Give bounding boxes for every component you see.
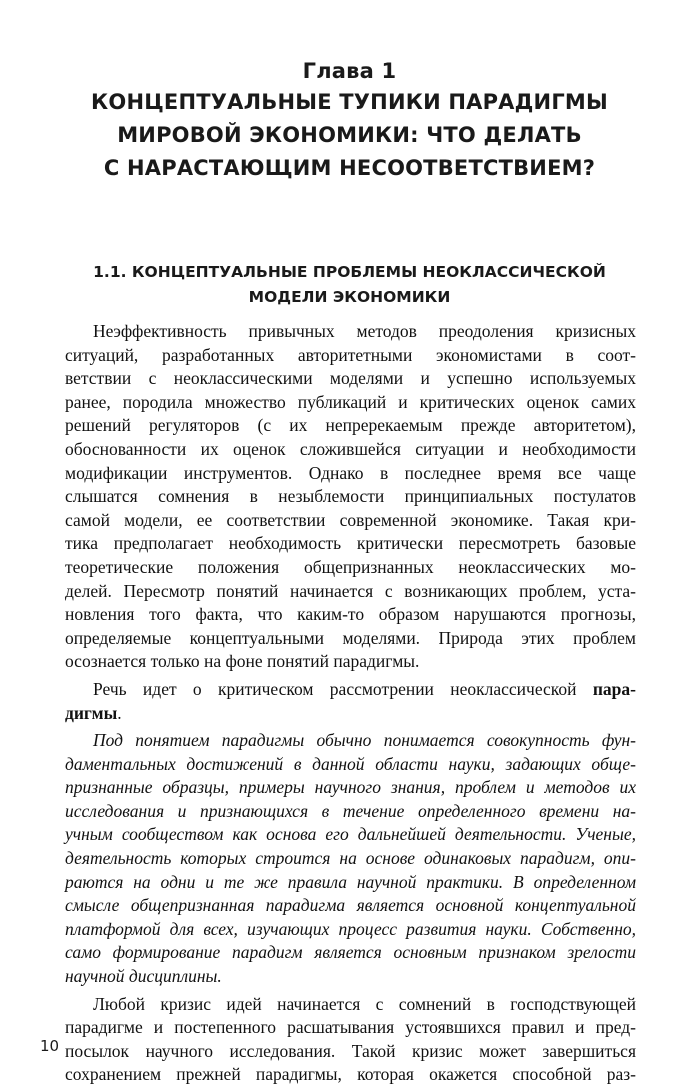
body-text xyxy=(65,320,636,1087)
text-line: Любой кризис идей начинается с сомнений в господствующей xyxy=(93,993,636,1014)
text-segment: Речь идет о критическом рассмотрении неоклассической xyxy=(93,678,593,699)
text-line: обоснованности их оценок сложившейся ситуации и необходимости xyxy=(65,438,636,459)
text-segment: . xyxy=(117,702,122,723)
paragraph-1 xyxy=(65,320,636,674)
section-title-line: 1.1. КОНЦЕПТУАЛЬНЫЕ ПРОБЛЕМЫ НЕОКЛАССИЧЕСКОЙ xyxy=(93,263,606,281)
text-line: деятельность которых строится на основе одинаковых парадигм, опи- xyxy=(65,848,636,869)
section-heading xyxy=(60,260,639,310)
chapter-title xyxy=(40,86,659,185)
text-line: учным сообществом как основа его дальнейшей деятельности. Ученые, xyxy=(65,824,636,845)
text-line xyxy=(65,702,636,726)
text-line: сохранением прежней парадигмы, которая окажется способной раз- xyxy=(65,1064,636,1085)
text-line: смысле общепризнанная парадигма является основной концептуальной xyxy=(65,895,636,916)
text-line: ранее, породила множество публикаций и критических оценок самих xyxy=(65,391,636,412)
text-line: решений регуляторов (с их непререкаемым прежде авторитетом), xyxy=(65,415,636,436)
paragraph-2 xyxy=(65,678,636,725)
text-line: раются на одни и те же правила научной практики. В определенном xyxy=(65,871,636,892)
text-line: даментальных достижений в данной области науки, задающих обще- xyxy=(65,753,636,774)
chapter-title-line: КОНЦЕПТУАЛЬНЫЕ ТУПИКИ ПАРАДИГМЫ xyxy=(91,90,608,114)
text-line: платформой для всех, изучающих процесс развития науки. Собственно, xyxy=(65,918,636,939)
text-line: научной дисциплины. xyxy=(65,966,222,987)
chapter-title-line: С НАРАСТАЮЩИМ НЕСООТВЕТСТВИЕМ? xyxy=(103,156,596,180)
bold-term: дигмы xyxy=(65,702,118,723)
page-number: 10 xyxy=(40,1037,60,1055)
text-line: делей. Пересмотр понятий начинается с возникающих проблем, уста- xyxy=(65,580,636,601)
chapter-title-line: МИРОВОЙ ЭКОНОМИКИ: ЧТО ДЕЛАТЬ xyxy=(117,123,582,147)
text-line: само формирование парадигм является основным признаком зрелости xyxy=(65,942,636,963)
text-line: определяемые концептуальными моделями. Природа этих проблем xyxy=(65,627,636,648)
text-line: посылок научного исследования. Такой кризис может завершиться xyxy=(65,1040,636,1061)
text-line: осознается только на фоне понятий парадигмы. xyxy=(65,651,420,672)
paragraph-4 xyxy=(65,993,636,1087)
bold-term: пара- xyxy=(592,678,636,699)
text-line: Под понятием парадигмы обычно понимается совокупность фун- xyxy=(93,730,636,751)
text-line: модификации инструментов. Однако в последнее время все чаще xyxy=(65,462,636,483)
text-line: ветствии с неоклассическими моделями и успешно используемых xyxy=(65,368,636,389)
text-line: признанные образцы, примеры научного знания, проблем и методов их xyxy=(65,777,636,798)
text-line: исследования и признающихся в течение определенного времени на- xyxy=(65,800,636,821)
text-line: парадигме и постепенного расшатывания устоявшихся правил и пред- xyxy=(65,1017,636,1038)
paragraph-3-definition xyxy=(65,729,636,989)
text-line: ситуаций, разработанных авторитетными экономистами в соот- xyxy=(65,344,636,365)
text-line: самой модели, ее соответствии современной экономике. Такая кри- xyxy=(65,509,636,530)
section-title-line: МОДЕЛИ ЭКОНОМИКИ xyxy=(248,288,451,306)
chapter-heading xyxy=(40,56,659,185)
text-line: новления того факта, что каким-то образом нарушаются прогнозы, xyxy=(65,604,636,625)
text-line: теоретические положения общепризнанных неоклассических мо- xyxy=(65,556,636,577)
text-line xyxy=(65,678,636,702)
text-line: Неэффективность привычных методов преодоления кризисных xyxy=(93,321,636,341)
text-line: слышатся сомнения в незыблемости принципиальных постулатов xyxy=(65,486,636,507)
chapter-label: Глава 1 xyxy=(302,59,397,83)
text-line: тика предполагает необходимость критически пересмотреть базовые xyxy=(65,533,636,554)
